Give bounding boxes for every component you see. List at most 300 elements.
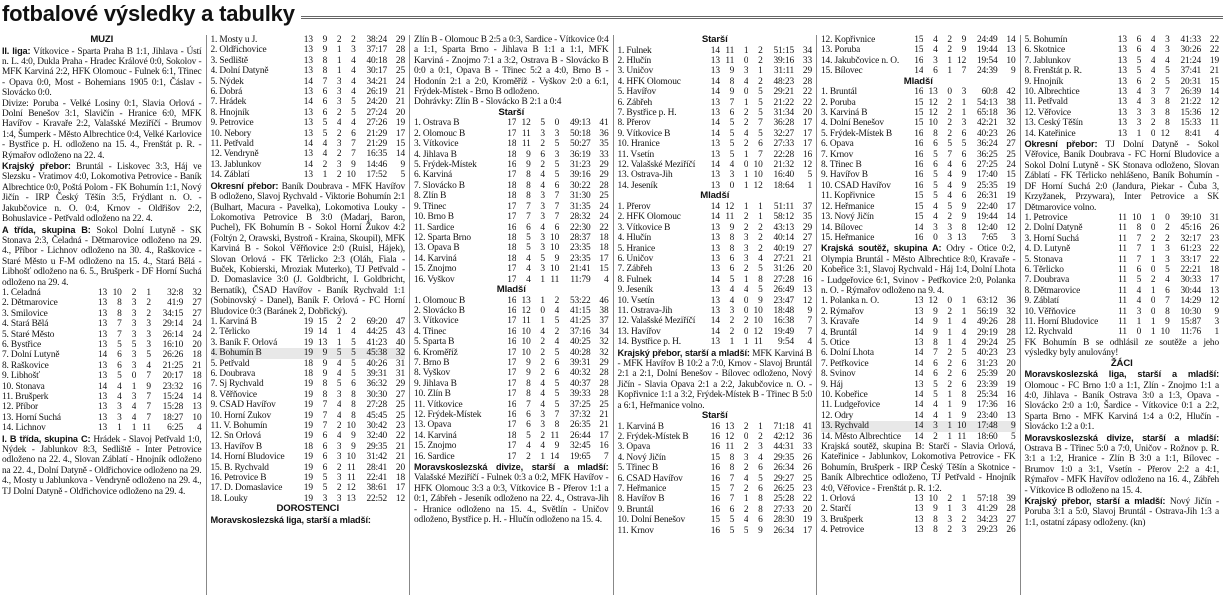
- table-cell: 6: [554, 180, 560, 191]
- table-cell: 10: [1132, 212, 1142, 223]
- table-cell: 11: [725, 442, 735, 453]
- table-cell: 36:25: [976, 149, 998, 160]
- table-cell: 25:34: [976, 390, 998, 400]
- team-name: 1. Fulnek: [617, 45, 652, 56]
- table-cell: 9: [526, 368, 531, 379]
- table-cell: 5: [729, 128, 735, 139]
- table-cell: 17: [507, 128, 517, 139]
- table-cell: 11: [1118, 244, 1127, 255]
- table-cell: 3: [540, 128, 545, 139]
- table-row: [414, 233, 609, 243]
- table-cell: 15: [914, 108, 924, 119]
- table-row: [211, 452, 406, 462]
- table-row: [211, 327, 406, 337]
- table-cell: 12: [521, 118, 531, 129]
- table-row: [821, 181, 1016, 191]
- table-cell: 6: [1136, 76, 1142, 87]
- table-row: [211, 338, 406, 348]
- table-cell: 16: [802, 274, 812, 285]
- table-cell: 4: [540, 222, 545, 233]
- table-cell: 5: [729, 139, 735, 150]
- table-cell: 1: [758, 212, 763, 223]
- team-name: 9. Havířov B: [821, 170, 868, 181]
- table-cell: 7: [322, 76, 328, 87]
- table-cell: 1: [1150, 327, 1156, 338]
- table-row: [414, 410, 609, 420]
- table-cell: 7: [1136, 233, 1142, 244]
- table-cell: 17: [1006, 201, 1016, 212]
- table-cell: 13: [97, 339, 108, 350]
- table-cell: 40:14: [773, 233, 795, 244]
- table-cell: 16: [710, 504, 720, 515]
- table-cell: 3: [117, 412, 122, 423]
- standings-table: [821, 494, 1016, 536]
- team-name: 10. Zlín B: [414, 389, 451, 400]
- table-cell: 3: [336, 493, 342, 504]
- table-cell: 13: [97, 360, 108, 371]
- table-cell: 22: [395, 431, 405, 442]
- table-cell: 12: [928, 108, 938, 119]
- table-row: [414, 202, 609, 212]
- table-row: [211, 431, 406, 441]
- table-cell: 8: [526, 170, 531, 181]
- table-row: [821, 348, 1016, 358]
- table-cell: 4: [1150, 45, 1156, 56]
- table-row: [821, 515, 1016, 525]
- table-row: [211, 149, 406, 159]
- table-row: [1025, 275, 1220, 285]
- table-cell: 17: [395, 483, 405, 494]
- column-5: [816, 35, 1020, 595]
- team-name: 8. Věřňovice: [210, 389, 257, 400]
- table-cell: 40:26: [366, 358, 388, 369]
- table-row: [211, 66, 406, 76]
- team-name: 13. Rychvald: [821, 421, 909, 431]
- table-cell: 16: [1006, 400, 1016, 411]
- table-cell: 5: [729, 118, 735, 129]
- table-cell: 53:22: [569, 295, 591, 306]
- table-cell: 26:35: [569, 420, 591, 431]
- table-cell: 32:45: [569, 441, 591, 452]
- table-cell: 32: [1006, 306, 1016, 317]
- team-name: 11. Vsetín: [617, 149, 655, 160]
- table-cell: 0: [947, 296, 952, 307]
- table-cell: 4: [1150, 55, 1156, 66]
- table-cell: 29:14: [162, 319, 184, 330]
- table-cell: 9: [146, 381, 151, 392]
- table-cell: 13: [914, 514, 924, 525]
- table-cell: 15: [914, 201, 924, 212]
- table-cell: 23:39: [976, 379, 998, 390]
- table-cell: 24: [395, 76, 405, 87]
- table-cell: 27: [1006, 514, 1016, 525]
- table-cell: 36:24: [976, 139, 998, 150]
- table-cell: 2: [336, 316, 342, 327]
- table-cell: 36: [802, 432, 812, 442]
- section-heading: Starší: [701, 410, 728, 421]
- table-row: [618, 87, 813, 97]
- column-1: [2, 35, 206, 595]
- table-cell: 29: [599, 170, 609, 181]
- table-cell: 15: [914, 118, 924, 129]
- table-cell: 25: [1006, 337, 1016, 348]
- table-cell: 11: [1118, 212, 1127, 223]
- table-cell: 25: [1006, 149, 1016, 160]
- table-cell: 8: [322, 55, 328, 66]
- table-cell: 6: [758, 463, 763, 474]
- table-cell: 6: [961, 358, 967, 369]
- team-name: 14. Kateřinice: [1024, 128, 1076, 139]
- table-cell: 22:40: [976, 201, 998, 212]
- table-cell: 3: [1136, 118, 1142, 129]
- table-cell: 8: [526, 378, 531, 389]
- table-cell: 2: [947, 118, 952, 129]
- results-text: Nový Jičín - Poruba 3:1 a 5:0, Slavoj Bruntál - Ostrava-Jih 1:3 a 1:1, ostatní zápasy odloženy. (kn): [1024, 497, 1219, 528]
- table-cell: 27:28: [773, 274, 795, 285]
- table-cell: 9: [758, 295, 763, 306]
- table-cell: 1: [938, 421, 952, 431]
- table-row: [414, 452, 609, 462]
- table-cell: 17:52: [366, 170, 388, 181]
- table-cell: 10: [192, 412, 202, 423]
- table-cell: 4: [1150, 66, 1156, 77]
- table-cell: 13: [710, 243, 720, 254]
- table-row: [821, 108, 1016, 118]
- table-cell: 9: [961, 410, 967, 421]
- table-cell: 22:52: [366, 493, 388, 504]
- table-cell: 11: [550, 274, 560, 285]
- table-cell: 5: [322, 473, 328, 484]
- results-text: Odry - Otice 0:2, Olympia Bruntál - Město Albrechtice 8:0, Kravaře - Kobeřice 3:1, Slavoj Rychvald - Háj 1:4, Dolní Lhota - Ludgeřovice 6:1, Svinov - Petřkovice 2:0, Polanka n. O. - Rýmařov odloženo na 9. 4.: [821, 244, 1016, 296]
- table-cell: 9: [729, 66, 735, 77]
- table-cell: 5: [933, 170, 938, 181]
- competition-name: Moravskoslezská liga, starší a mladší:: [1024, 369, 1219, 380]
- table-cell: 22: [1209, 35, 1219, 45]
- table-cell: 26:26: [162, 350, 184, 361]
- table-cell: 10: [952, 421, 966, 431]
- table-cell: 1: [961, 108, 967, 119]
- table-cell: 3: [1010, 232, 1016, 243]
- table-cell: 9: [961, 400, 967, 411]
- table-cell: 8: [351, 400, 356, 411]
- table-cell: 4: [947, 180, 952, 191]
- table-cell: 3: [540, 191, 545, 202]
- competition-name: Moravskoslezská liga, starší a mladší:: [210, 514, 371, 525]
- table-cell: 12: [802, 295, 812, 306]
- table-cell: 1: [336, 327, 342, 338]
- table-cell: 13: [1117, 97, 1127, 108]
- table-row: [211, 390, 406, 400]
- table-cell: 4: [196, 423, 202, 434]
- table-cell: 2: [540, 368, 545, 379]
- team-name: 4. Jihlava B: [414, 149, 457, 160]
- table-cell: 4: [1136, 285, 1142, 296]
- table-cell: 1: [1150, 244, 1156, 255]
- table-cell: 9: [322, 35, 328, 45]
- team-name: 6. ČSAD Havířov: [617, 473, 683, 484]
- results-paragraph: [1025, 139, 1220, 213]
- table-cell: 11: [1118, 254, 1127, 265]
- table-row: [1025, 255, 1220, 265]
- table-cell: 8: [758, 494, 763, 505]
- table-cell: 4: [743, 76, 749, 87]
- table-cell: 18: [599, 243, 609, 254]
- table-cell: 28: [599, 389, 609, 400]
- table-cell: 37:32: [569, 410, 591, 420]
- table-cell: 8: [322, 379, 328, 390]
- team-name: 14. Jakubčovice n. O.: [821, 55, 900, 66]
- table-cell: 0: [743, 295, 749, 306]
- team-name: 1. Ostrava B: [414, 118, 460, 129]
- table-cell: 6: [526, 410, 531, 420]
- team-name: 12. Frýdek-Místek: [414, 410, 482, 420]
- table-cell: 10: [550, 232, 560, 243]
- results-text: Dohrávky: Zlín B - Slovácko B 2:1 a 0:4: [414, 97, 562, 108]
- table-cell: 14: [914, 327, 924, 338]
- results-paragraph: [414, 35, 609, 97]
- table-cell: 25: [599, 191, 609, 202]
- table-row: [618, 337, 813, 347]
- table-cell: 12: [346, 483, 356, 494]
- table-row: [414, 358, 609, 368]
- table-cell: 12: [753, 326, 763, 337]
- results-text: FK Bohumín B se odhlásil ze soutěže a jeho výsledky byly anulovány!: [1024, 337, 1219, 359]
- table-cell: 24:49: [976, 35, 998, 45]
- table-cell: 17:48: [966, 421, 997, 431]
- results-text: Sokol Dolní Lutyně - SK Stonava 2:3, Čeladná - Dětmarovice odloženo na 29. 4., Příbor - Lichnov odloženo na 30. 4., Raškovice - Staré Město u F-M odloženo na 15. 4., Stará Bělá - Libhošť odloženo na 6. 5., Brušperk - DF Horní Suchá odloženo na 29. 4.: [2, 225, 202, 288]
- table-row: [2, 288, 202, 298]
- team-name: 4. Dolní Benešov: [821, 118, 884, 129]
- table-cell: 28: [599, 180, 609, 191]
- table-cell: 3: [933, 222, 938, 233]
- table-row: [414, 181, 609, 191]
- team-name: 5. Sparta B: [414, 337, 455, 348]
- table-cell: 23:35: [569, 253, 591, 264]
- table-cell: 7: [322, 400, 328, 411]
- table-row: [618, 494, 813, 504]
- team-name: 6. Doubrava: [210, 369, 256, 379]
- team-name: 16. Vyškov: [414, 274, 455, 285]
- table-row: [821, 421, 1016, 431]
- table-cell: 11: [521, 128, 531, 139]
- table-cell: 7: [758, 118, 763, 129]
- table-cell: 1: [947, 410, 952, 421]
- table-cell: 19:44: [976, 45, 998, 56]
- table-cell: 13: [97, 371, 108, 382]
- table-cell: 39:10: [1180, 212, 1202, 223]
- section-heading: Mladší: [700, 190, 730, 202]
- table-row: [2, 392, 202, 402]
- table-cell: 18: [303, 358, 313, 369]
- table-cell: 5: [1136, 275, 1142, 286]
- table-cell: 1: [961, 306, 967, 317]
- table-cell: 2: [540, 139, 545, 150]
- table-cell: 23: [802, 484, 812, 495]
- team-name: 11. Vítkovice: [414, 399, 463, 410]
- table-cell: 3: [554, 128, 560, 139]
- table-row: [618, 275, 813, 285]
- table-cell: 3: [729, 170, 735, 181]
- table-cell: 13: [521, 295, 531, 306]
- table-cell: 5: [947, 139, 952, 150]
- section-heading: Mladší: [496, 283, 526, 295]
- table-cell: 9: [554, 441, 560, 452]
- team-name: 17. D. Domaslavice: [210, 483, 283, 494]
- table-cell: 0: [1150, 223, 1156, 234]
- table-cell: 4: [1150, 35, 1156, 45]
- table-cell: 38: [1006, 97, 1016, 108]
- table-cell: 18: [507, 430, 517, 441]
- table-cell: 14: [1006, 35, 1016, 45]
- table-cell: 11: [1118, 296, 1127, 307]
- team-name: 8. Fulnek: [617, 274, 652, 285]
- table-cell: 19:44: [976, 212, 998, 223]
- team-name: 2. Rýmařov: [821, 306, 864, 317]
- table-cell: 17: [507, 441, 517, 452]
- table-cell: 3: [743, 452, 749, 463]
- table-row: [2, 340, 202, 350]
- table-cell: 6: [322, 97, 328, 108]
- table-row: [211, 379, 406, 389]
- table-cell: 7:65: [981, 232, 998, 243]
- table-cell: 17: [507, 389, 517, 400]
- table-cell: 31: [1209, 212, 1219, 223]
- table-cell: 21: [599, 410, 609, 420]
- table-cell: 35: [802, 212, 812, 223]
- table-cell: 12: [521, 305, 531, 316]
- table-cell: 6: [117, 350, 122, 361]
- team-name: 9. Třinec: [414, 201, 447, 212]
- table-cell: 40:28: [569, 347, 591, 358]
- table-cell: 34:15: [162, 308, 184, 319]
- table-cell: 0: [743, 160, 749, 171]
- results-text: Ostrava B - Třinec 5:0 a 7:0, Uničov - Rožnov p. R. 3:1 a 1:2, Hranice - Zlín B 3:0 a 1:1, Bílovec - Brumov 1:0 a 3:1, Vsetín - Přerov 2:2 a 4:1, Rýmařov - MFK Havířov odloženo na 16. 4., Zábřeh - Vítkovice B odloženo na 15. 4.: [1024, 444, 1219, 496]
- team-name: 3. Sedliště: [210, 55, 248, 66]
- table-cell: 16:40: [773, 170, 795, 181]
- table-cell: 3: [540, 264, 545, 275]
- table-cell: 18: [192, 350, 202, 361]
- table-cell: 6: [729, 253, 735, 264]
- page-header: [2, 0, 1223, 34]
- table-cell: 8: [729, 76, 735, 87]
- team-name: 12. Valašské Meziříčí: [617, 160, 696, 171]
- table-cell: 28: [1006, 504, 1016, 515]
- table-cell: 1: [146, 287, 151, 298]
- table-cell: 21: [395, 87, 405, 98]
- results-paragraph: [1025, 496, 1220, 528]
- table-cell: 13: [1117, 107, 1127, 118]
- results-paragraph: [618, 348, 813, 411]
- table-cell: 2: [336, 149, 342, 160]
- table-cell: 34:23: [976, 514, 998, 525]
- table-cell: 8: [1165, 118, 1170, 129]
- table-cell: 14: [303, 159, 313, 170]
- team-name: 1. Petrovice: [1024, 212, 1068, 223]
- table-row: [821, 45, 1016, 55]
- table-cell: 38:61: [366, 483, 388, 494]
- table-cell: 2: [1150, 275, 1156, 286]
- table-cell: 15:33: [1180, 118, 1202, 129]
- table-cell: 9: [554, 253, 560, 264]
- team-name: 6. Bystřice: [2, 339, 41, 350]
- standings-table: [821, 87, 1016, 243]
- column-3: [409, 35, 613, 595]
- table-cell: 3: [1136, 306, 1142, 317]
- table-cell: 31:30: [569, 191, 591, 202]
- table-cell: 6: [729, 504, 735, 515]
- table-row: [821, 160, 1016, 170]
- team-name: 15. Znojmo: [414, 441, 457, 452]
- table-cell: 13: [914, 494, 924, 505]
- team-name: 13. Ostrava-Jih: [617, 170, 673, 181]
- table-cell: 5: [336, 379, 342, 390]
- table-cell: 30:44: [1180, 285, 1202, 296]
- table-cell: 3: [146, 329, 151, 340]
- table-row: [821, 390, 1016, 400]
- table-row: [211, 87, 406, 97]
- team-name: 6. Těrlicko: [1024, 264, 1064, 275]
- table-cell: 16: [914, 149, 924, 160]
- table-cell: 6: [351, 379, 356, 390]
- table-cell: 7: [526, 201, 531, 212]
- table-row: [1025, 307, 1220, 317]
- results-text: Krajská soutěž, skupina B: Starčí - Slavia Orlová, Kateřinice - Jablunkov, Lokomotiva Petrovice - FK Bohumín, Brušperk - IRP Český Těšín a Skotnice - Baník Albrechtice odloženo, TJ Petřvald - Hnojník 4:0, Věřovice - Frenštát p. R. 1:2.: [821, 442, 1016, 494]
- competition-name: Krajský přebor, starší a mladší:: [1024, 496, 1166, 507]
- table-cell: 2: [131, 287, 137, 298]
- results-paragraph: [211, 515, 406, 526]
- table-cell: 18:48: [773, 305, 795, 316]
- table-cell: 17: [599, 430, 609, 441]
- table-cell: 16: [507, 326, 517, 337]
- table-cell: 0: [729, 180, 735, 191]
- table-cell: 6: [758, 139, 763, 150]
- table-cell: 0: [743, 87, 749, 98]
- team-name: 7. Bystřice p. H.: [617, 108, 677, 119]
- table-row: [618, 46, 813, 56]
- table-cell: 1: [947, 55, 952, 66]
- table-cell: 14:46: [366, 159, 388, 170]
- table-cell: 6: [729, 264, 735, 275]
- table-cell: 13: [1209, 285, 1219, 296]
- table-cell: 14: [710, 316, 720, 327]
- table-cell: 16: [710, 432, 720, 442]
- table-cell: 6: [961, 369, 967, 380]
- table-cell: 15: [914, 97, 924, 108]
- table-cell: 15:36: [1180, 107, 1202, 118]
- table-cell: 14: [914, 222, 924, 233]
- table-cell: 36:28: [773, 118, 795, 129]
- table-cell: 2: [336, 128, 342, 139]
- team-name: 14. Město Albrechtice: [821, 431, 901, 442]
- table-cell: 34: [599, 326, 609, 337]
- table-cell: 2: [743, 212, 749, 223]
- team-name: 1. Polanka n. O.: [821, 296, 880, 307]
- table-cell: 58:12: [773, 212, 795, 223]
- table-cell: 4: [933, 212, 938, 223]
- competition-name: II. liga:: [2, 45, 31, 56]
- team-name: 5. Staré Město: [2, 329, 55, 340]
- table-cell: 1: [117, 423, 122, 434]
- table-cell: 13: [710, 337, 720, 348]
- table-row: [618, 432, 813, 442]
- table-row: [1025, 118, 1220, 128]
- table-row: [1025, 87, 1220, 97]
- table-cell: 17: [507, 274, 517, 285]
- table-cell: 40:25: [569, 337, 591, 348]
- team-name: 13. Havířov B: [210, 441, 262, 452]
- table-cell: 1: [758, 421, 763, 432]
- table-cell: 6: [526, 420, 531, 431]
